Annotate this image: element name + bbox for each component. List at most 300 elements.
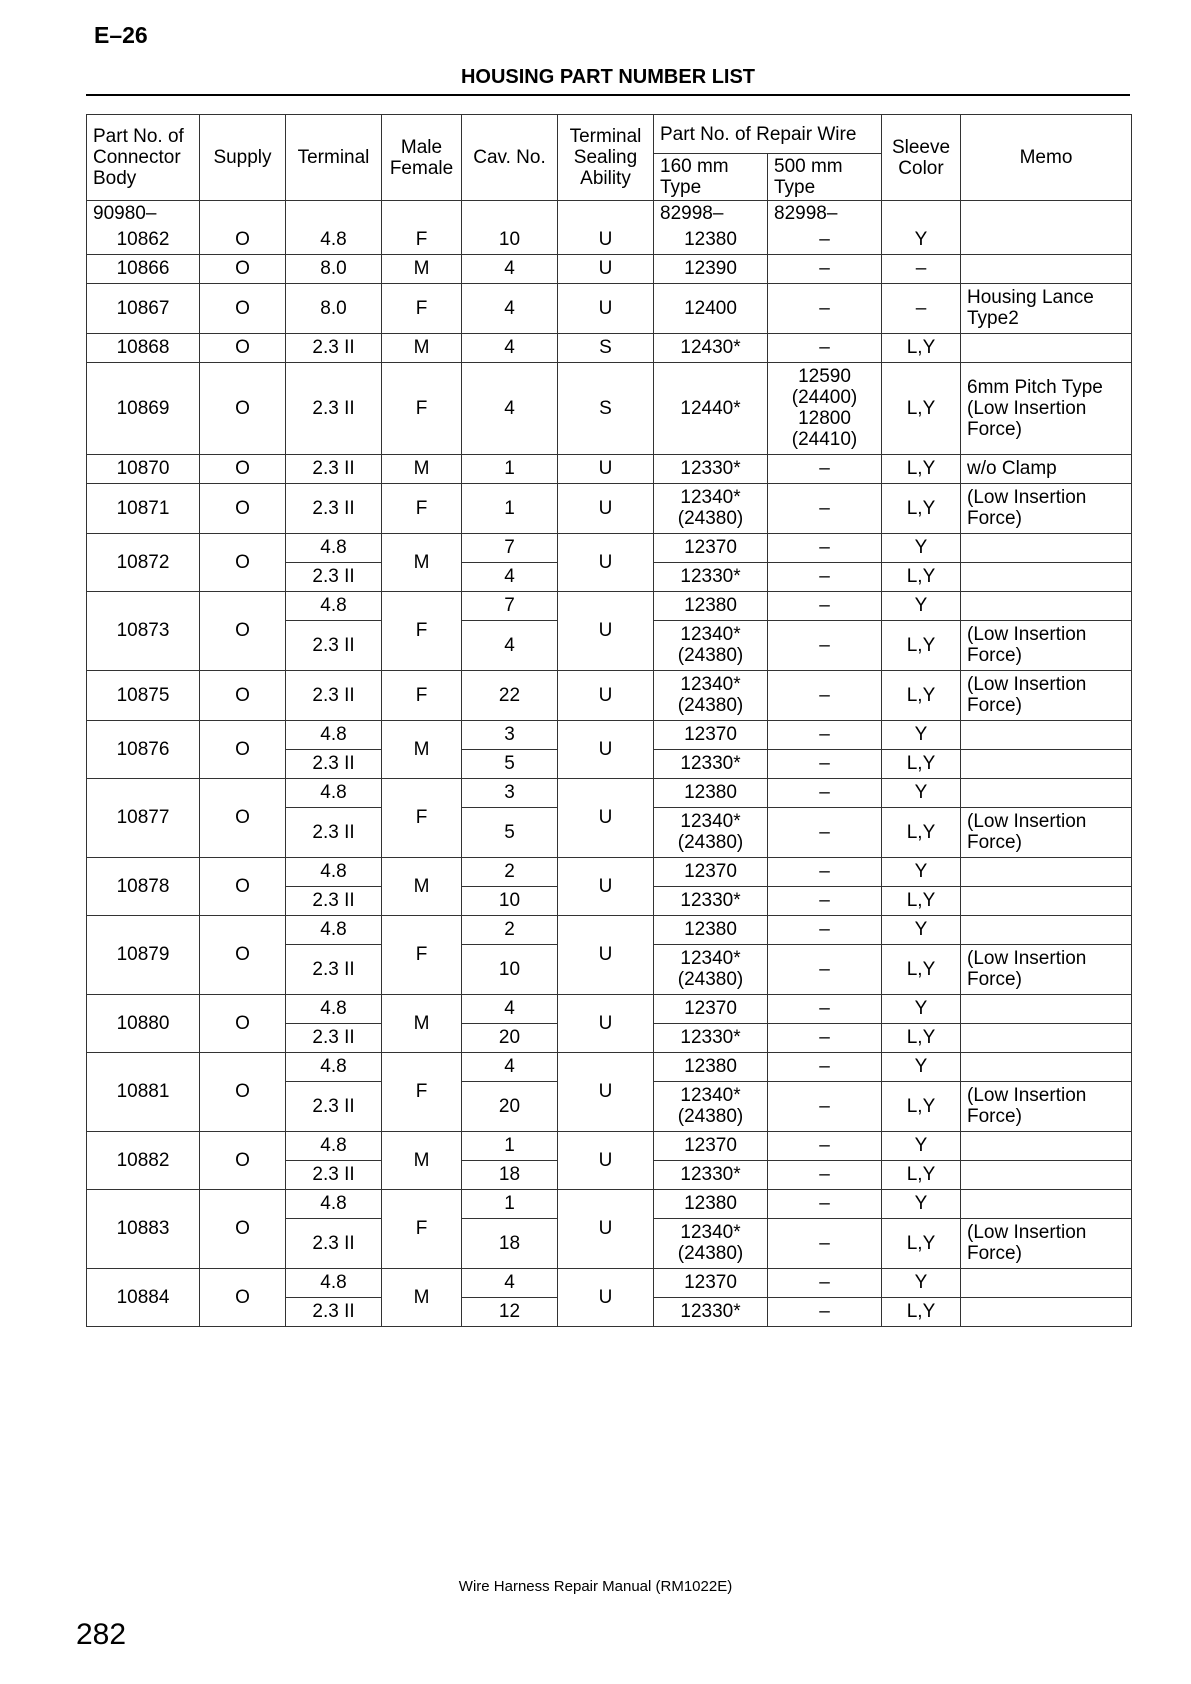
cell-terminal: 4.8 xyxy=(286,1052,382,1081)
cell-part-no: 10875 xyxy=(87,670,200,720)
cell-cav-no: 1 xyxy=(462,1131,558,1160)
cell-terminal: 4.8 xyxy=(286,857,382,886)
cell-wire-500-line: – xyxy=(819,958,830,980)
cell-supply: O xyxy=(200,225,286,254)
cell-wire-160-line: 12330* xyxy=(680,566,741,587)
table-row xyxy=(87,857,1132,886)
cell-sealing: U xyxy=(558,670,654,720)
cell-wire-500 xyxy=(768,254,882,283)
cell-male-female: F xyxy=(382,591,462,670)
cell-wire-160-line: 12340* xyxy=(680,624,741,645)
cell-memo-line: (Low Insertion xyxy=(967,674,1087,695)
cell-cav-no: 10 xyxy=(462,944,558,994)
cell-sleeve-color: – xyxy=(882,254,961,283)
cell-memo-line: 6mm Pitch Type xyxy=(967,376,1103,398)
table-row xyxy=(87,994,1132,1023)
cell-wire-160 xyxy=(654,1160,768,1189)
cell-sleeve-color: L,Y xyxy=(882,1297,961,1326)
cell-wire-160 xyxy=(654,1131,768,1160)
cell-wire-160-line: 12380 xyxy=(684,1193,737,1214)
cell-wire-500-line: – xyxy=(819,1135,830,1156)
cell-cav-no: 7 xyxy=(462,591,558,620)
cell-wire-500-line: – xyxy=(819,684,830,706)
cell-wire-500-line: – xyxy=(819,634,830,656)
cell-supply: O xyxy=(200,1131,286,1189)
cell-wire-500-line: – xyxy=(819,595,830,616)
page-title: HOUSING PART NUMBER LIST xyxy=(460,66,756,88)
header-wire-500-line1: 500 mm xyxy=(774,156,843,177)
cell-supply: O xyxy=(200,1052,286,1131)
cell-wire-160-line: 12400 xyxy=(684,297,737,319)
prefix-wire-160: 82998– xyxy=(654,201,768,226)
cell-cav-no: 4 xyxy=(462,620,558,670)
cell-supply: O xyxy=(200,778,286,857)
cell-wire-160-line: (24380) xyxy=(677,832,744,853)
cell-wire-160-line: 12340* xyxy=(680,674,741,695)
cell-wire-500 xyxy=(768,915,882,944)
cell-wire-500-line: – xyxy=(819,1027,830,1048)
cell-terminal: 2.3 II xyxy=(286,886,382,915)
table-row xyxy=(87,454,1132,483)
cell-supply: O xyxy=(200,454,286,483)
cell-sleeve-color: Y xyxy=(882,1189,961,1218)
cell-cav-no: 4 xyxy=(462,1052,558,1081)
cell-sleeve-color: Y xyxy=(882,225,961,254)
cell-wire-160-line: 12340* xyxy=(680,948,741,969)
cell-part-no: 10882 xyxy=(87,1131,200,1189)
cell-wire-160-line: 12330* xyxy=(680,753,741,774)
cell-wire-160-line: 12430* xyxy=(680,337,741,358)
prefix-blank xyxy=(961,201,1132,226)
cell-wire-160-line: (24380) xyxy=(677,969,744,990)
prefix-wire-500: 82998– xyxy=(768,201,882,226)
cell-memo-line: Force) xyxy=(967,1106,1022,1127)
cell-part-no: 10883 xyxy=(87,1189,200,1268)
cell-terminal: 2.3 II xyxy=(286,807,382,857)
cell-part-no: 10880 xyxy=(87,994,200,1052)
cell-wire-500 xyxy=(768,749,882,778)
cell-cav-no: 7 xyxy=(462,533,558,562)
cell-sleeve-color: Y xyxy=(882,591,961,620)
cell-part-no: 10877 xyxy=(87,778,200,857)
table-row xyxy=(87,254,1132,283)
cell-wire-160-line: 12370 xyxy=(684,1272,737,1293)
cell-wire-160 xyxy=(654,1297,768,1326)
cell-supply: O xyxy=(200,994,286,1052)
cell-wire-500 xyxy=(768,283,882,333)
cell-wire-500 xyxy=(768,620,882,670)
cell-wire-500 xyxy=(768,562,882,591)
cell-wire-160 xyxy=(654,857,768,886)
cell-memo xyxy=(961,1297,1132,1326)
cell-male-female: M xyxy=(382,994,462,1052)
table-row xyxy=(87,1189,1132,1218)
table-row xyxy=(87,1268,1132,1297)
cell-wire-500 xyxy=(768,1023,882,1052)
cell-wire-500 xyxy=(768,362,882,454)
cell-sleeve-color: L,Y xyxy=(882,944,961,994)
cell-wire-500 xyxy=(768,1268,882,1297)
cell-sleeve-color: L,Y xyxy=(882,562,961,591)
cell-cav-no: 1 xyxy=(462,454,558,483)
cell-part-no: 10862 xyxy=(87,225,200,254)
cell-sleeve-color: – xyxy=(882,283,961,333)
cell-wire-500 xyxy=(768,454,882,483)
cell-memo xyxy=(961,886,1132,915)
cell-terminal: 2.3 II xyxy=(286,1023,382,1052)
cell-male-female: F xyxy=(382,225,462,254)
cell-part-no: 10879 xyxy=(87,915,200,994)
table-row xyxy=(87,283,1132,333)
cell-memo-line: Type2 xyxy=(967,308,1019,329)
cell-memo xyxy=(961,254,1132,283)
cell-terminal: 4.8 xyxy=(286,720,382,749)
cell-wire-500-line: 12800 xyxy=(798,408,851,429)
cell-memo-line: (Low Insertion xyxy=(967,948,1087,969)
cell-sealing: U xyxy=(558,857,654,915)
cell-memo-line: Force) xyxy=(967,418,1022,440)
cell-wire-500 xyxy=(768,225,882,254)
cell-memo xyxy=(961,807,1132,857)
cell-wire-500 xyxy=(768,1160,882,1189)
cell-male-female: F xyxy=(382,1189,462,1268)
cell-wire-160 xyxy=(654,333,768,362)
cell-terminal: 4.8 xyxy=(286,778,382,807)
cell-memo xyxy=(961,1268,1132,1297)
footer-manual-title: Wire Harness Repair Manual (RM1022E) xyxy=(458,1578,733,1595)
cell-male-female: M xyxy=(382,1131,462,1189)
cell-cav-no: 1 xyxy=(462,483,558,533)
table-row xyxy=(87,225,1132,254)
header-male-female xyxy=(382,115,462,201)
cell-wire-500-line: (24400) xyxy=(791,387,858,408)
cell-cav-no: 4 xyxy=(462,254,558,283)
cell-wire-500-line: – xyxy=(819,566,830,587)
cell-male-female: F xyxy=(382,778,462,857)
cell-wire-160 xyxy=(654,533,768,562)
cell-part-no: 10866 xyxy=(87,254,200,283)
cell-part-no: 10867 xyxy=(87,283,200,333)
cell-memo xyxy=(961,1131,1132,1160)
table-body xyxy=(87,201,1132,1327)
cell-supply: O xyxy=(200,857,286,915)
cell-terminal: 2.3 II xyxy=(286,749,382,778)
cell-memo xyxy=(961,778,1132,807)
prefix-part: 90980– xyxy=(87,201,200,226)
header-wire-500 xyxy=(768,154,882,201)
cell-wire-500-line: – xyxy=(819,337,830,358)
cell-memo xyxy=(961,1052,1132,1081)
cell-sleeve-color: L,Y xyxy=(882,333,961,362)
cell-wire-160 xyxy=(654,807,768,857)
cell-wire-500 xyxy=(768,333,882,362)
cell-sealing: U xyxy=(558,1189,654,1268)
cell-wire-500 xyxy=(768,670,882,720)
header-sealing-line1: Terminal xyxy=(569,126,642,147)
cell-memo xyxy=(961,225,1132,254)
cell-wire-160 xyxy=(654,1189,768,1218)
cell-male-female: F xyxy=(382,362,462,454)
cell-memo-line: w/o Clamp xyxy=(967,458,1057,479)
header-sealing xyxy=(558,115,654,201)
cell-wire-500 xyxy=(768,533,882,562)
cell-male-female: M xyxy=(382,533,462,591)
cell-wire-500-line: – xyxy=(819,1272,830,1293)
cell-sleeve-color: Y xyxy=(882,857,961,886)
cell-terminal: 4.8 xyxy=(286,1131,382,1160)
cell-memo-line: (Low Insertion xyxy=(967,811,1087,832)
header-memo: Memo xyxy=(961,115,1132,201)
cell-terminal: 2.3 II xyxy=(286,362,382,454)
cell-supply: O xyxy=(200,254,286,283)
cell-wire-160 xyxy=(654,994,768,1023)
cell-terminal: 2.3 II xyxy=(286,1081,382,1131)
cell-wire-160-line: 12340* xyxy=(680,487,741,508)
cell-memo xyxy=(961,1160,1132,1189)
cell-cav-no: 12 xyxy=(462,1297,558,1326)
cell-wire-500 xyxy=(768,1081,882,1131)
cell-male-female: F xyxy=(382,670,462,720)
cell-wire-160 xyxy=(654,1268,768,1297)
cell-wire-160-line: 12370 xyxy=(684,1135,737,1156)
cell-cav-no: 4 xyxy=(462,283,558,333)
cell-wire-160 xyxy=(654,1218,768,1268)
cell-wire-160-line: 12370 xyxy=(684,861,737,882)
cell-sealing: U xyxy=(558,225,654,254)
cell-sealing: U xyxy=(558,254,654,283)
table-row xyxy=(87,362,1132,454)
cell-terminal: 2.3 II xyxy=(286,483,382,533)
header-sleeve-line1: Sleeve xyxy=(891,136,951,158)
cell-wire-500 xyxy=(768,994,882,1023)
cell-cav-no: 20 xyxy=(462,1081,558,1131)
header-wire-500-line2: Type xyxy=(774,177,816,198)
cell-cav-no: 5 xyxy=(462,749,558,778)
cell-sealing: U xyxy=(558,915,654,994)
prefix-blank xyxy=(462,201,558,226)
cell-cav-no: 4 xyxy=(462,994,558,1023)
cell-terminal: 4.8 xyxy=(286,1189,382,1218)
cell-wire-500-line: – xyxy=(819,497,830,519)
header-part-no-line2: Connector xyxy=(93,147,181,168)
cell-memo-line: (Low Insertion xyxy=(967,487,1087,508)
cell-wire-160 xyxy=(654,1081,768,1131)
cell-part-no: 10868 xyxy=(87,333,200,362)
cell-wire-500 xyxy=(768,944,882,994)
cell-supply: O xyxy=(200,483,286,533)
cell-memo-line: Force) xyxy=(967,508,1022,529)
cell-supply: O xyxy=(200,1189,286,1268)
cell-wire-500-line: – xyxy=(819,890,830,911)
cell-male-female: F xyxy=(382,483,462,533)
cell-memo xyxy=(961,620,1132,670)
cell-terminal: 2.3 II xyxy=(286,333,382,362)
cell-wire-500 xyxy=(768,1218,882,1268)
cell-terminal: 4.8 xyxy=(286,915,382,944)
cell-memo-line: Force) xyxy=(967,1243,1022,1264)
cell-wire-160 xyxy=(654,362,768,454)
cell-memo xyxy=(961,670,1132,720)
cell-memo xyxy=(961,1023,1132,1052)
header-sleeve-color xyxy=(882,115,961,201)
cell-sleeve-color: Y xyxy=(882,533,961,562)
cell-part-no: 10876 xyxy=(87,720,200,778)
cell-cav-no: 3 xyxy=(462,778,558,807)
header-sealing-line3: Ability xyxy=(580,168,631,189)
cell-wire-160 xyxy=(654,483,768,533)
cell-memo xyxy=(961,533,1132,562)
cell-sealing: S xyxy=(558,333,654,362)
cell-cav-no: 18 xyxy=(462,1218,558,1268)
cell-sealing: U xyxy=(558,720,654,778)
cell-cav-no: 10 xyxy=(462,225,558,254)
cell-sleeve-color: Y xyxy=(882,915,961,944)
header-repair-wire: Part No. of Repair Wire xyxy=(654,115,882,154)
cell-memo-line: (Low Insertion xyxy=(967,624,1087,645)
cell-wire-500-line: – xyxy=(819,258,830,279)
table-header xyxy=(87,115,1132,201)
cell-cav-no: 3 xyxy=(462,720,558,749)
cell-sleeve-color: L,Y xyxy=(882,362,961,454)
cell-wire-500-line: – xyxy=(819,782,830,803)
cell-male-female: M xyxy=(382,720,462,778)
cell-sleeve-color: L,Y xyxy=(882,1023,961,1052)
cell-wire-500 xyxy=(768,778,882,807)
cell-sealing: U xyxy=(558,533,654,591)
cell-terminal: 2.3 II xyxy=(286,562,382,591)
cell-terminal: 2.3 II xyxy=(286,620,382,670)
cell-cav-no: 4 xyxy=(462,562,558,591)
table-row xyxy=(87,915,1132,944)
cell-sleeve-color: Y xyxy=(882,1131,961,1160)
cell-wire-500-line: – xyxy=(819,228,830,250)
cell-part-no: 10872 xyxy=(87,533,200,591)
cell-sleeve-color: Y xyxy=(882,994,961,1023)
cell-supply: O xyxy=(200,720,286,778)
cell-wire-160-line: 12340* xyxy=(680,811,741,832)
cell-wire-500-line: – xyxy=(819,1301,830,1322)
cell-wire-160-line: 12330* xyxy=(680,890,741,911)
cell-cav-no: 2 xyxy=(462,857,558,886)
cell-terminal: 8.0 xyxy=(286,283,382,333)
cell-memo xyxy=(961,857,1132,886)
cell-memo-line: Force) xyxy=(967,695,1022,716)
cell-wire-160 xyxy=(654,620,768,670)
cell-wire-500-line: – xyxy=(819,1056,830,1077)
cell-male-female: F xyxy=(382,283,462,333)
cell-wire-500 xyxy=(768,1131,882,1160)
prefix-blank xyxy=(286,201,382,226)
cell-terminal: 4.8 xyxy=(286,591,382,620)
cell-memo xyxy=(961,454,1132,483)
cell-wire-500 xyxy=(768,807,882,857)
cell-memo-line: (Low Insertion xyxy=(967,1222,1087,1243)
cell-wire-160-line: 12330* xyxy=(680,458,741,479)
cell-wire-160 xyxy=(654,283,768,333)
cell-part-no: 10884 xyxy=(87,1268,200,1326)
cell-memo xyxy=(961,944,1132,994)
cell-male-female: F xyxy=(382,915,462,994)
cell-wire-500-line: 12590 xyxy=(798,366,851,387)
cell-memo xyxy=(961,749,1132,778)
cell-sealing: U xyxy=(558,483,654,533)
cell-memo-line: Force) xyxy=(967,969,1022,990)
header-terminal: Terminal xyxy=(286,115,382,201)
cell-wire-500-line: – xyxy=(819,821,830,843)
cell-male-female: M xyxy=(382,454,462,483)
header-wire-160-line2: Type xyxy=(660,177,702,198)
cell-sealing: U xyxy=(558,454,654,483)
cell-memo xyxy=(961,362,1132,454)
cell-sealing: U xyxy=(558,1268,654,1326)
cell-wire-160 xyxy=(654,778,768,807)
cell-sleeve-color: L,Y xyxy=(882,749,961,778)
table-row xyxy=(87,533,1132,562)
cell-supply: O xyxy=(200,670,286,720)
cell-wire-160-line: 12340* xyxy=(680,1222,741,1243)
cell-wire-160 xyxy=(654,720,768,749)
cell-wire-160-line: 12390 xyxy=(684,258,737,279)
cell-wire-160-line: (24380) xyxy=(677,508,744,529)
cell-memo xyxy=(961,483,1132,533)
cell-memo xyxy=(961,1081,1132,1131)
cell-wire-160-line: 12380 xyxy=(684,595,737,616)
cell-terminal: 2.3 II xyxy=(286,670,382,720)
cell-cav-no: 2 xyxy=(462,915,558,944)
cell-memo-line: Force) xyxy=(967,645,1022,666)
header-female: Female xyxy=(389,157,454,179)
cell-supply: O xyxy=(200,533,286,591)
cell-sealing: U xyxy=(558,778,654,857)
cell-wire-160 xyxy=(654,1023,768,1052)
cell-part-no: 10873 xyxy=(87,591,200,670)
cell-wire-500 xyxy=(768,857,882,886)
cell-memo xyxy=(961,591,1132,620)
prefix-blank xyxy=(382,201,462,226)
cell-part-no: 10870 xyxy=(87,454,200,483)
cell-wire-160-line: 12380 xyxy=(684,228,737,250)
cell-cav-no: 5 xyxy=(462,807,558,857)
cell-supply: O xyxy=(200,915,286,994)
section-code: E–26 xyxy=(94,22,148,48)
cell-sleeve-color: L,Y xyxy=(882,454,961,483)
cell-wire-500-line: – xyxy=(819,919,830,940)
cell-terminal: 2.3 II xyxy=(286,454,382,483)
cell-wire-160 xyxy=(654,225,768,254)
cell-sleeve-color: L,Y xyxy=(882,1160,961,1189)
cell-wire-160 xyxy=(654,886,768,915)
cell-wire-160-line: 12380 xyxy=(684,919,737,940)
cell-wire-500 xyxy=(768,886,882,915)
cell-wire-160 xyxy=(654,254,768,283)
cell-wire-500 xyxy=(768,720,882,749)
cell-wire-160-line: 12440* xyxy=(680,397,741,419)
cell-wire-500-line: – xyxy=(819,998,830,1019)
page-number: 282 xyxy=(76,1618,127,1651)
cell-memo xyxy=(961,333,1132,362)
cell-cav-no: 20 xyxy=(462,1023,558,1052)
cell-male-female: F xyxy=(382,1052,462,1131)
cell-wire-160 xyxy=(654,454,768,483)
cell-memo-line: Housing Lance xyxy=(967,287,1094,308)
cell-wire-500-line: – xyxy=(819,724,830,745)
cell-wire-160-line: 12380 xyxy=(684,782,737,803)
cell-supply: O xyxy=(200,283,286,333)
prefix-blank xyxy=(882,201,961,226)
cell-part-no: 10881 xyxy=(87,1052,200,1131)
cell-wire-160-line: (24380) xyxy=(677,695,744,716)
cell-wire-160-line: 12330* xyxy=(680,1301,741,1322)
